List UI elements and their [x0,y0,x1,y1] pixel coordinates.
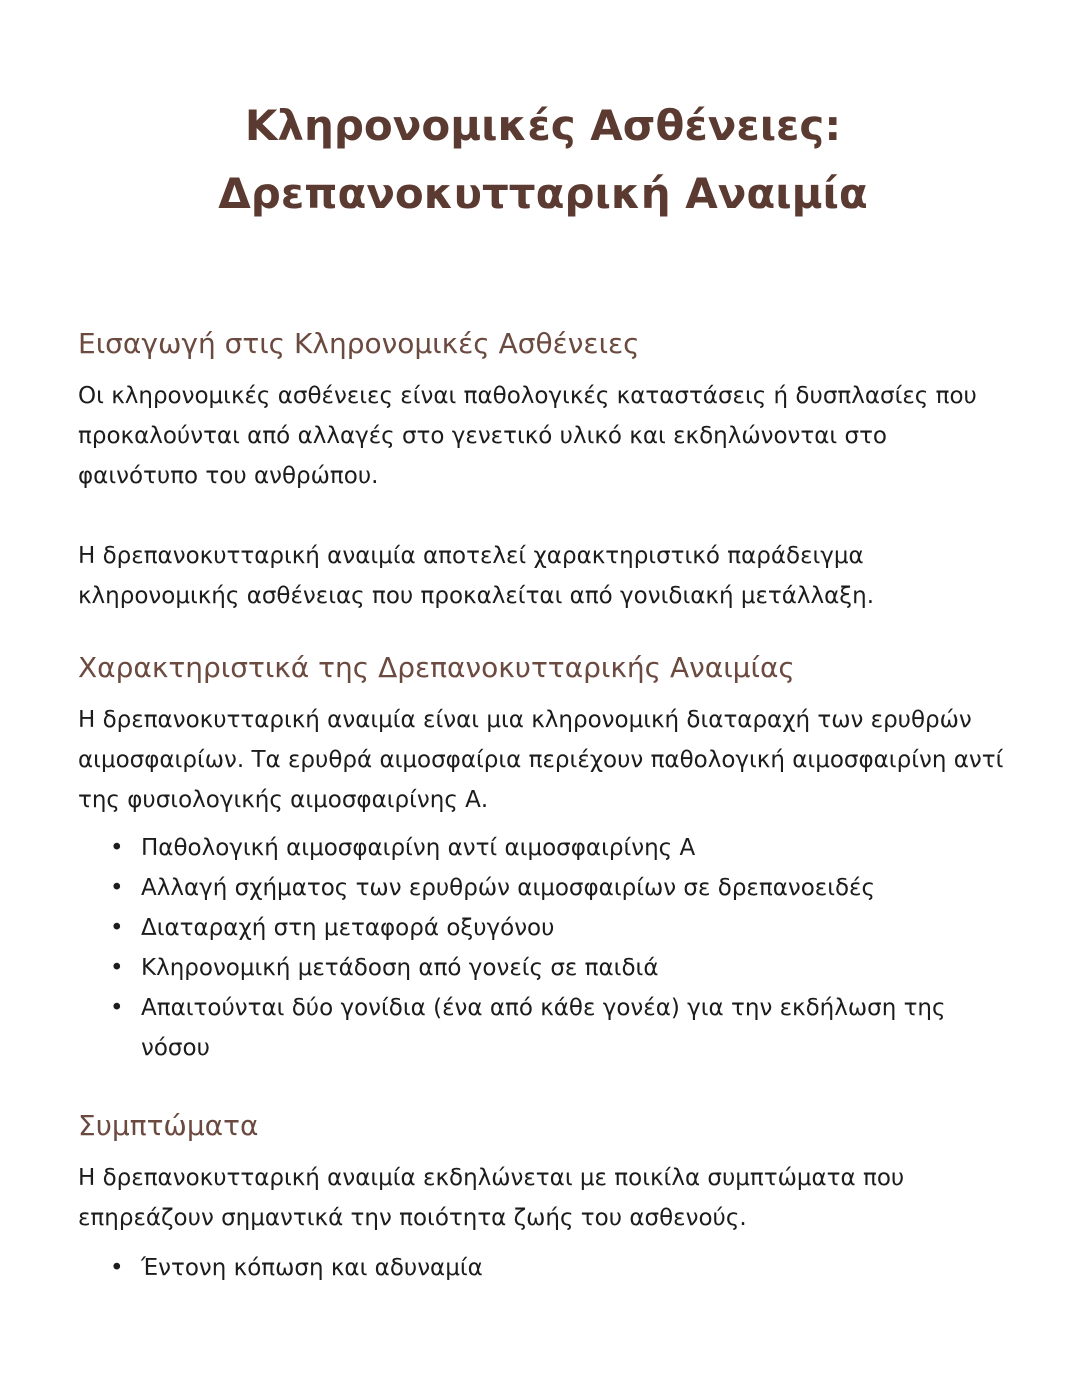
section-heading: Χαρακτηριστικά της Δρεπανοκυτταρικής Αναιμίας [78,651,795,684]
list-item [78,868,1008,908]
page-title-line-1: Κληρονομικές Ασθένειες: [244,101,842,150]
bullet-icon: • [110,1255,124,1281]
paragraph: Η δρεπανοκυτταρική αναιμία είναι μια κληρονομική διαταραχή των ερυθρών αιμοσφαιρίων. Τα ερυθρά αιμοσφαίρια περιέχουν παθολογική αιμοσφαιρίνη αντί της φυσιολογικής αιμοσφαιρίνης Α. [78,707,1004,813]
section-symptoms [78,1106,1008,1288]
section-heading: Συμπτώματα [78,1109,259,1142]
list-item [78,828,1008,868]
page-title-line-2: Δρεπανοκυτταρική Αναιμία [218,169,868,218]
paragraph: Η δρεπανοκυτταρική αναιμία εκδηλώνεται με ποικίλα συμπτώματα που επηρεάζουν σημαντικά την ποιότητα ζωής του ασθενούς. [78,1165,905,1231]
bullet-icon: • [110,915,124,941]
bullet-list [78,828,1008,1068]
section-introduction [78,324,1008,616]
list-item-text: Αλλαγή σχήματος των ερυθρών αιμοσφαιρίων σε δρεπανοειδές [141,875,875,901]
list-item [78,988,1008,1068]
list-item-text: Έντονη κόπωση και αδυναμία [141,1255,483,1281]
bullet-list [78,1248,1008,1288]
bullet-icon: • [110,875,124,901]
list-item-text: Απαιτούνται δύο γονίδια (ένα από κάθε γονέα) για την εκδήλωση της νόσου [141,995,946,1061]
list-item [78,948,1008,988]
paragraph: Οι κληρονομικές ασθένειες είναι παθολογικές καταστάσεις ή δυσπλασίες που προκαλούνται από αλλαγές στο γενετικό υλικό και εκδηλώνονται στο φαινότυπο του ανθρώπου. [78,383,977,489]
list-item [78,1248,1008,1288]
list-item [78,908,1008,948]
list-item-text: Διαταραχή στη μεταφορά οξυγόνου [141,915,555,941]
section-heading: Εισαγωγή στις Κληρονομικές Ασθένειες [78,327,640,360]
section-characteristics [78,648,1008,1068]
bullet-icon: • [110,995,124,1021]
list-item-text: Παθολογική αιμοσφαιρίνη αντί αιμοσφαιρίνης Α [141,835,696,861]
bullet-icon: • [110,835,124,861]
document-page [78,0,1008,1288]
bullet-icon: • [110,955,124,981]
page-title [78,92,1008,228]
list-item-text: Κληρονομική μετάδοση από γονείς σε παιδιά [141,955,659,981]
paragraph: Η δρεπανοκυτταρική αναιμία αποτελεί χαρακτηριστικό παράδειγμα κληρονομικής ασθένειας που προκαλείται από γονιδιακή μετάλλαξη. [78,543,875,609]
